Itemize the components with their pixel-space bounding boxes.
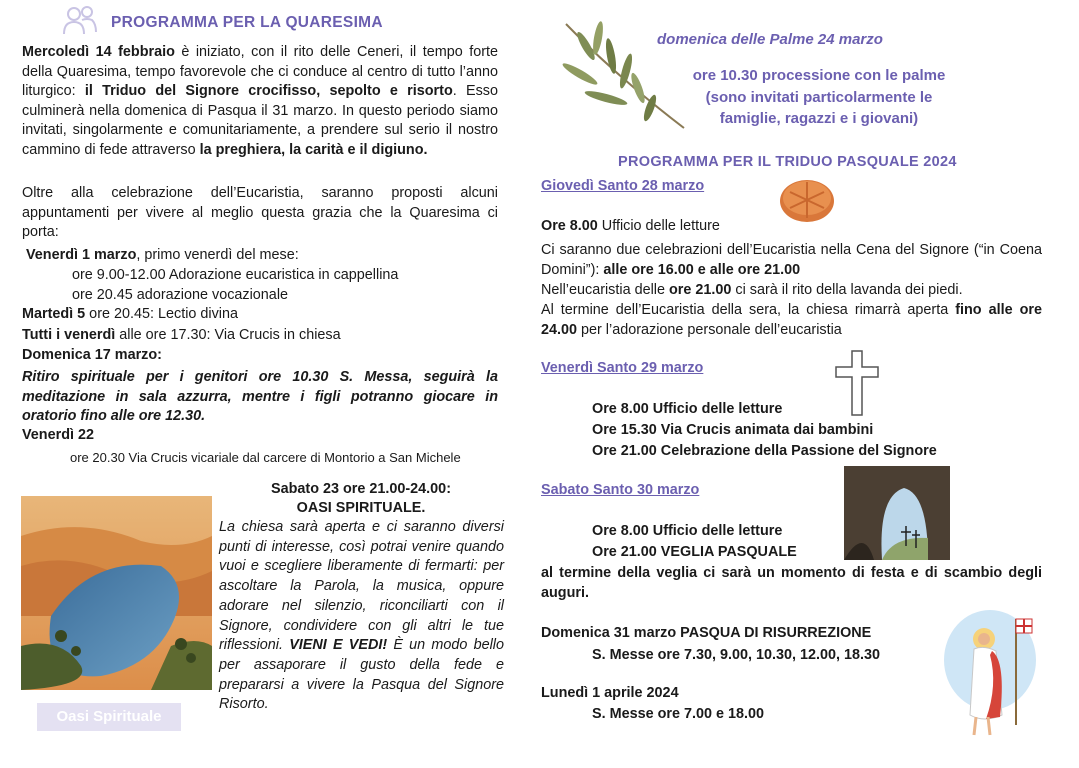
oasis-heading-2: OASI SPIRITUALE. bbox=[296, 500, 426, 516]
thu-p2b: ore 21.00 bbox=[668, 282, 732, 298]
appointments-paragraph: Oltre alla celebrazione dell’Eucaristia, saranno proposti alcuni appuntamenti per vivere al meglio questa grazia che la Quaresima ci porta: bbox=[22, 185, 498, 241]
oasis-description bbox=[219, 518, 504, 715]
saturday-line-1: Ore 8.00 Ufficio delle letture bbox=[592, 523, 783, 539]
triduo-highlight: il Triduo del Signore crocifisso, sepolto e risorto bbox=[84, 83, 453, 100]
palm-line-1: ore 10.30 processione con le palme bbox=[692, 67, 946, 84]
cross-icon bbox=[834, 349, 880, 417]
people-icon bbox=[62, 4, 98, 36]
friday-1-march bbox=[26, 246, 299, 265]
intro-text-2: . Esso culminerà nella domenica di Pasqua il 31 marzo. In questo periodo siamo invitati, singolarmente e comunitariamente, a prendere sul serio il nostro cammino di fede attraverso bbox=[22, 83, 499, 158]
fri1-text: , primo venerdì del mese: bbox=[136, 247, 299, 263]
fri1-adoration: ore 9.00-12.00 Adorazione eucaristica in cappellina bbox=[72, 267, 399, 283]
friday-22: Venerdì 22 bbox=[22, 427, 94, 443]
tomb-image bbox=[844, 466, 950, 560]
tue5-date: Martedì 5 bbox=[22, 306, 86, 322]
ash-wednesday-date: Mercoledì 14 febbraio bbox=[22, 44, 175, 60]
friday-line-1: Ore 8.00 Ufficio delle letture bbox=[592, 401, 783, 417]
thu-office-text: Ufficio delle letture bbox=[597, 218, 720, 234]
intro-text: è iniziato, con il rito delle Ceneri, il tempo forte della Quaresima, tempo favorevole che ci conduce al centro di tutto l’anno liturgico: bbox=[22, 44, 498, 100]
thu-p3: Al termine dell’Eucaristia della sera, la chiesa rimarrà aperta bbox=[541, 302, 956, 318]
thu-p1: Ci saranno due celebrazioni dell’Eucaristia nella Cena del Signore (“in Coena Domini”): bbox=[541, 242, 1042, 278]
thursday-title: Giovedì Santo 28 marzo bbox=[541, 178, 705, 194]
thu-p3-time: fino alle ore 24.00 bbox=[541, 302, 1043, 338]
palm-sunday-title: domenica delle Palme 24 marzo bbox=[657, 31, 883, 48]
friday-line-3: Ore 21.00 Celebrazione della Passione del Signore bbox=[592, 443, 937, 459]
friday-title: Venerdì Santo 29 marzo bbox=[541, 360, 704, 376]
sunday-17: Domenica 17 marzo: bbox=[22, 347, 162, 363]
saturday-title: Sabato Santo 30 marzo bbox=[541, 482, 700, 498]
page-title: PROGRAMMA PER LA QUARESIMA bbox=[111, 14, 383, 31]
tue5-text: ore 20.45: Lectio divina bbox=[85, 306, 238, 322]
risen-christ-image bbox=[940, 605, 1040, 747]
prayer-highlight: la preghiera, la carità e il digiuno. bbox=[199, 141, 428, 158]
easter-line-2: S. Messe ore 7.30, 9.00, 10.30, 12.00, 18.30 bbox=[592, 647, 881, 663]
triduo-title: PROGRAMMA PER IL TRIDUO PASQUALE 2024 bbox=[618, 154, 957, 170]
oasis-badge: Oasi Spirituale bbox=[37, 703, 181, 731]
saturday-line-2: Ore 21.00 VEGLIA PASQUALE bbox=[592, 544, 797, 560]
thu-time: Ore 8.00 bbox=[541, 218, 598, 234]
allfri-label: Tutti i venerdì bbox=[22, 327, 116, 343]
parents-retreat: Ritiro spirituale per i genitori ore 10.30 S. Messa, seguirà la meditazione in sala azzurra, mentre i figli potranno giocare in oratorio fino alle ore 12.30. bbox=[22, 369, 498, 425]
via-crucis-vicariale: ore 20.30 Via Crucis vicariale dal carcere di Montorio a San Michele bbox=[70, 450, 461, 465]
friday-line-2: Ore 15.30 Via Crucis animata dai bambini bbox=[592, 422, 874, 438]
thu-p1-times: alle ore 16.00 e alle ore 21.00 bbox=[603, 262, 801, 278]
thursday-office bbox=[541, 217, 720, 236]
thu-p2a: Nell’eucaristia delle bbox=[541, 282, 669, 298]
oasis-text-1: La chiesa sarà aperta e ci saranno diversi punti di interesse, così potrai venire quando vuoi e scegliere liberamente di fermarti: per ascoltare la Parola, la musica, oppure adorare nel silenzio, riconciliarti con il Signore, condividere con gli altri le tue riflessioni. bbox=[219, 519, 504, 654]
tuesday-5 bbox=[22, 305, 238, 324]
thu-p3-text: per l’adorazione personale dell’eucaristia bbox=[577, 322, 842, 338]
palm-line-3: famiglie, ragazzi e i giovani) bbox=[719, 110, 919, 127]
bread-image bbox=[778, 178, 836, 224]
intro-paragraph bbox=[22, 43, 498, 161]
monday-line-2: S. Messe ore 7.00 e 18.00 bbox=[592, 706, 765, 722]
fri1-vocational: ore 20.45 adorazione vocazionale bbox=[72, 287, 289, 303]
saturday-paragraph: al termine della veglia ci sarà un momento di festa e di scambio degli auguri. bbox=[541, 565, 1042, 601]
oasis-heading-1: Sabato 23 ore 21.00-24.00: bbox=[271, 481, 451, 497]
thu-p2c: ci sarà il rito della lavanda dei piedi. bbox=[731, 282, 963, 298]
every-friday bbox=[22, 326, 341, 345]
oasis-text-2: È un modo bello per assaporare il gusto della fede e prepararsi a vivere la Pasqua del Signore Risorto. bbox=[219, 637, 504, 713]
easter-line-1: Domenica 31 marzo PASQUA DI RISURREZIONE bbox=[541, 625, 872, 641]
fri1-date: Venerdì 1 marzo bbox=[26, 247, 137, 263]
thursday-paragraph bbox=[541, 240, 1042, 340]
palm-line-2: (sono invitati particolarmente le bbox=[705, 89, 933, 106]
oasis-image bbox=[21, 496, 212, 690]
allfri-text: alle ore 17.30: Via Crucis in chiesa bbox=[115, 327, 341, 343]
monday-line-1: Lunedì 1 aprile 2024 bbox=[541, 685, 679, 701]
vieni-e-vedi: VIENI E VEDI! bbox=[289, 637, 388, 654]
